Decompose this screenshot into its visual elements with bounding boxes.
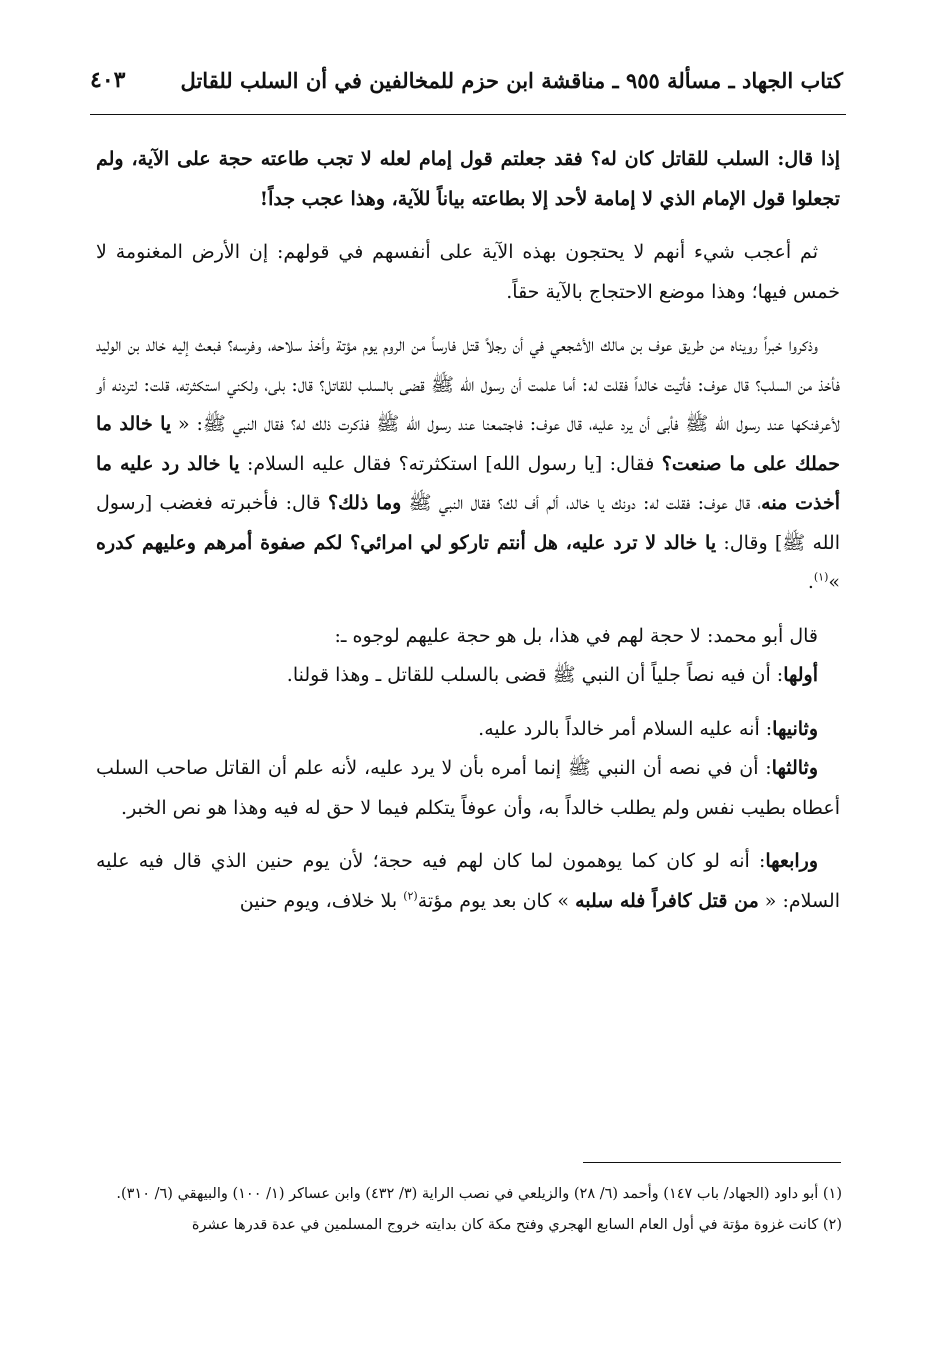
paragraph-p2 — [96, 233, 840, 312]
text-run: » كان بعد يوم مؤتة — [417, 889, 576, 912]
footnote-separator — [583, 1162, 841, 1163]
text-run: أولها — [783, 664, 818, 686]
text-run: وثالثها — [771, 757, 818, 779]
header-rule — [90, 114, 846, 115]
paragraph-p7 — [96, 749, 840, 828]
text-run: إذا قال: السلب للقاتل كان له؟ فقد جعلتم قول إمام لعله لا تجب طاعته حجة على الآية، ولم تجعلوا قول الإمام الذي لا إمامة لأحد إلا بطاعته بياناً للآية، وهذا عجب جداً! — [96, 148, 840, 210]
footnote-ref: (١) — [813, 570, 829, 584]
text-run: ، قال عوف: فقلت له: دونك يا خالد، ألم أف لك؟ فقال النبي ﷺ — [401, 492, 762, 514]
text-run: قال أبو محمد: لا حجة لهم في هذا، بل هو حجة عليهم لوجوه ـ: — [334, 624, 818, 647]
page-number: ٤٠٣ — [90, 67, 126, 93]
text-run: : أنه لو كان كما يوهمون لما كان لهم فيه حجة؛ لأن يوم حنين الذي قال فيه عليه السلام: « — [96, 850, 840, 912]
text-run: . — [807, 571, 814, 593]
paragraph-p8 — [96, 842, 840, 921]
footnote-1: (١) أبو داود (الجهاد/ باب ١٤٧) وأحمد (٦/ ٢٨) والزيلعي في نصب الراية (٣/ ٤٣٢) وابن عساكر (١/ ١٠٠) والبيهقي (٦/ ٣١٠). — [116, 1186, 842, 1202]
text-run: : أن في نصه أن النبي ﷺ إنما أمره بأن لا يرد عليه، لأنه علم أن القاتل صاحب السلب أعطاه بطيب نفس ولم يطلب خالداً به، وأن عوفاً يتكلم فيما لا حق له فيه وهذا هو نص الخبر. — [96, 757, 840, 819]
footnote-2: (٢) كانت غزوة مؤتة في أول العام السابع الهجري وفتح مكة كان بدايته خروج المسلمين في عدة قدرها عشرة — [191, 1217, 842, 1233]
paragraph-p6 — [96, 710, 840, 750]
text-run: يا خالد رد عليه ما أخذت منه — [96, 452, 840, 514]
paragraph-p3 — [96, 326, 840, 603]
paragraph-p4 — [96, 617, 840, 657]
text-run: ثم أعجب شيء أنهم لا يحتجون بهذه الآية على أنفسهم في قولهم: إن الأرض المغنومة لا خمس فيها؛ وهذا موضع الاحتجاج بالآية حقاً. — [96, 241, 840, 303]
paragraph-p5 — [96, 656, 840, 696]
footnote-ref: (٢) — [403, 889, 418, 903]
text-run: بلا خلاف، ويوم حنين — [239, 889, 404, 912]
text-run: وثانيها — [772, 717, 818, 740]
text-run: قال: فأخبرته فغضب [رسول الله ﷺ] وقال: — [96, 492, 840, 554]
text-run: من قتل كافراً فله سلبه — [575, 889, 759, 912]
running-header — [90, 58, 843, 102]
text-run: وما ذلك؟ — [327, 492, 402, 514]
text-run: » — [828, 571, 840, 593]
text-run: ورابعها — [765, 850, 818, 872]
main-text — [96, 140, 840, 935]
paragraph-p1 — [96, 140, 840, 219]
footnotes — [92, 1180, 842, 1242]
text-run: يا خالد لا ترد عليه، هل أنتم تاركو لي امرائي؟ لكم صفوة أمرهم وعليهم كدره — [96, 531, 717, 554]
text-run: فقال: [يا رسول الله] استكثرته؟ فقال عليه السلام: — [239, 452, 662, 475]
text-run: يا خالد ما حملك على ما صنعت؟ — [96, 413, 840, 475]
chapter-title: كتاب الجهاد ـ مسألة ٩٥٥ ـ مناقشة ابن حزم للمخالفين في أن السلب للقاتل — [180, 67, 843, 93]
text-run: : أنه عليه السلام أمر خالداً بالرد عليه. — [478, 717, 773, 740]
text-run: : أن فيه نصاً جلياً أن النبي ﷺ قضى بالسلب للقاتل ـ وهذا قولنا. — [286, 664, 784, 686]
text-run: وذكروا خبراً رويناه من طريق عوف بن مالك الأشجعي في أن رجلاً قتل فارساً من الروم يوم مؤتة وأخذ سلاحه، وفرسه؟ فبعث إليه خالد بن الوليد فأخذ من السلب؟ قال عوف: فأتيت خالداً فقلت له: أما علمت أن رسول الله ﷺ قضى بالسلب للقاتل؟ قال: بلى، ولكني استكثرته، قلت: لتردنه أو لأعرفنكها عند رسول الله ﷺ فأبى أن يرد عليه، قال عوف: فاجتمعنا عند رسول الله ﷺ فذكرت ذلك له؟ فقال النبي ﷺ: « — [96, 334, 840, 435]
